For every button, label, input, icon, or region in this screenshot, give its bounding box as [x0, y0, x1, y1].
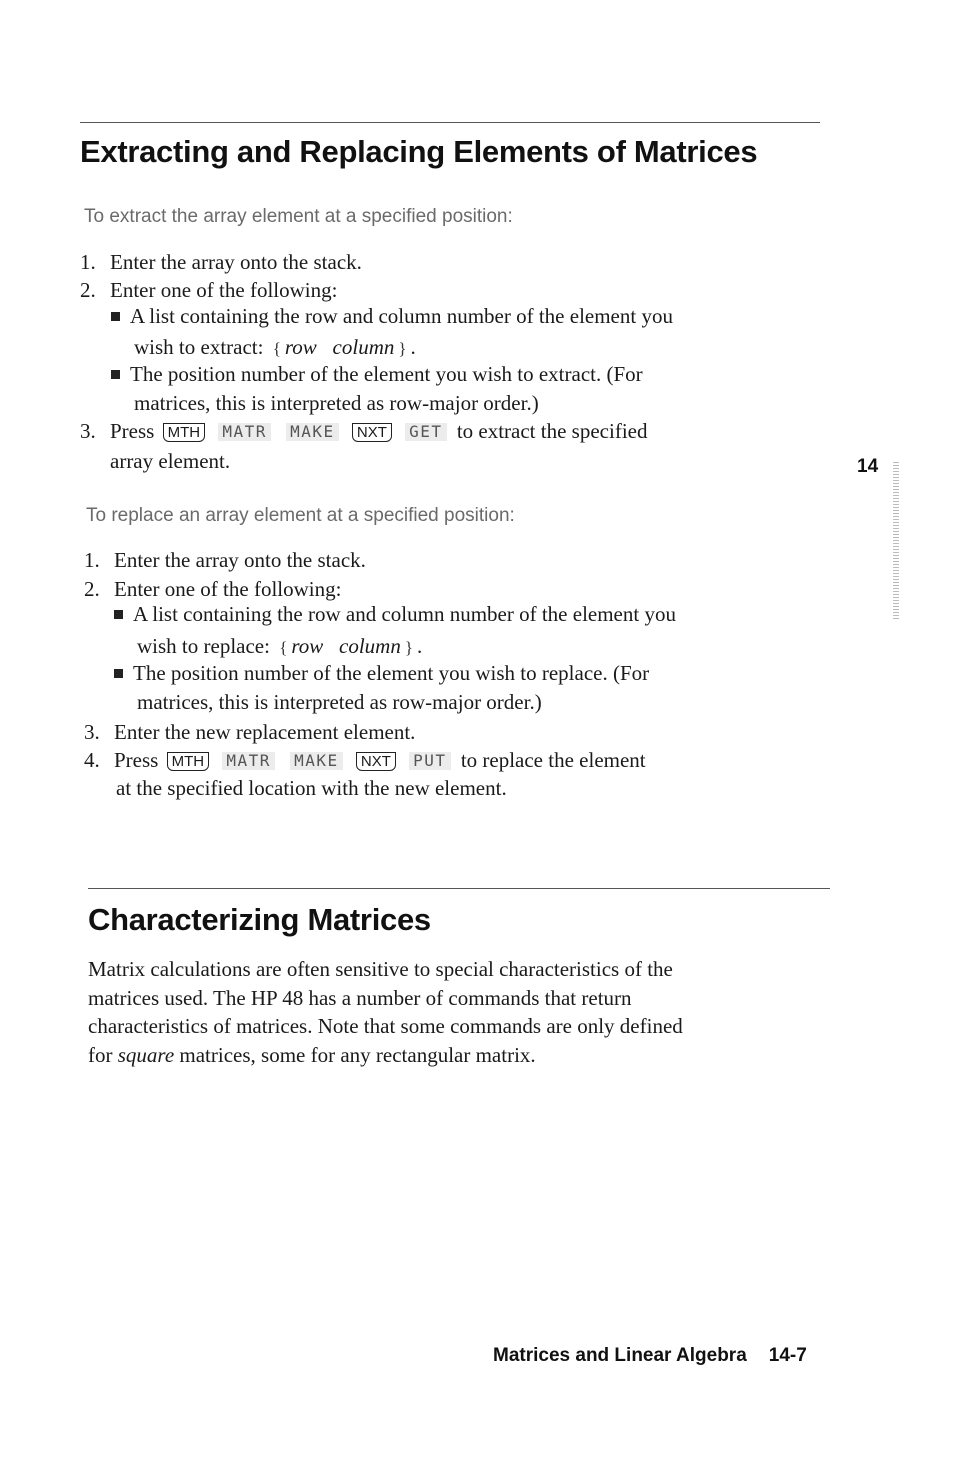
extract-step-3-cont: array element. — [110, 449, 231, 473]
section-title-extracting: Extracting and Replacing Elements of Matrices — [80, 134, 758, 169]
extract-bullet-1: A list containing the row and column number of the element you — [111, 302, 673, 330]
extract-bullet-2-cont: matrices, this is interpreted as row-major order.) — [134, 391, 539, 415]
characterizing-para-line-4: for square matrices, some for any rectangular matrix. — [88, 1043, 536, 1067]
replace-bullet-2-cont: matrices, this is interpreted as row-major order.) — [137, 690, 542, 714]
section-rule-top — [80, 122, 820, 123]
extract-step-3: 3. Press MTH MATR MAKE NXT GET to extract the specified — [80, 419, 648, 443]
matr-softkey: MATR — [222, 752, 275, 770]
replace-step-3: 3. Enter the new replacement element. — [84, 720, 416, 744]
put-softkey: PUT — [409, 752, 450, 770]
replace-bullet-2: The position number of the element you wish to replace. (For — [114, 659, 649, 687]
subheading-extract: To extract the array element at a specified position: — [84, 206, 513, 227]
replace-bullet-1: A list containing the row and column number of the element you — [114, 600, 676, 628]
extract-step-1: 1. Enter the array onto the stack. — [80, 250, 362, 274]
matr-softkey: MATR — [218, 423, 271, 441]
section-title-characterizing: Characterizing Matrices — [88, 902, 431, 937]
page-number: 14-7 — [768, 1345, 807, 1366]
square-term: square — [117, 1043, 175, 1067]
chapter-tab: 14 — [857, 456, 879, 477]
list-brace-open: { — [279, 638, 288, 657]
subheading-replace: To replace an array element at a specified position: — [86, 505, 515, 526]
thumb-index-mark — [893, 462, 899, 620]
list-brace-close: } — [404, 638, 414, 657]
make-softkey: MAKE — [286, 423, 339, 441]
list-brace-open: { — [272, 339, 281, 358]
section-rule-characterizing — [88, 888, 830, 889]
characterizing-para-line-2: matrices used. The HP 48 has a number of commands that return — [88, 986, 632, 1010]
extract-bullet-2: The position number of the element you wish to extract. (For — [111, 360, 643, 388]
row-term: row — [284, 335, 317, 359]
column-term: column — [332, 335, 395, 359]
extract-step-2: 2. Enter one of the following: — [80, 278, 338, 302]
extract-bullet-1-cont: wish to extract: { row column } . — [134, 335, 416, 359]
list-brace-close: } — [398, 339, 407, 358]
bullet-icon — [111, 370, 120, 379]
replace-step-2: 2. Enter one of the following: — [84, 577, 342, 601]
row-term: row — [291, 634, 324, 658]
nxt-key: NXT — [356, 752, 396, 771]
bullet-icon — [114, 610, 123, 619]
bullet-icon — [114, 669, 123, 678]
nxt-key: NXT — [352, 423, 392, 442]
mth-key: MTH — [167, 752, 210, 771]
column-term: column — [339, 634, 401, 658]
replace-bullet-1-cont: wish to replace: { row column } . — [137, 634, 423, 658]
get-softkey: GET — [405, 423, 446, 441]
replace-step-4: 4. Press MTH MATR MAKE NXT PUT to replace the element — [84, 748, 646, 772]
replace-step-1: 1. Enter the array onto the stack. — [84, 548, 366, 572]
replace-step-4-cont: at the specified location with the new element. — [116, 776, 507, 800]
bullet-icon — [111, 312, 120, 321]
footer-title: Matrices and Linear Algebra — [493, 1345, 747, 1366]
characterizing-para-line-3: characteristics of matrices. Note that some commands are only defined — [88, 1014, 683, 1038]
page-footer — [493, 1345, 807, 1367]
characterizing-para-line-1: Matrix calculations are often sensitive to special characteristics of the — [88, 957, 673, 981]
make-softkey: MAKE — [290, 752, 343, 770]
mth-key: MTH — [163, 423, 206, 442]
